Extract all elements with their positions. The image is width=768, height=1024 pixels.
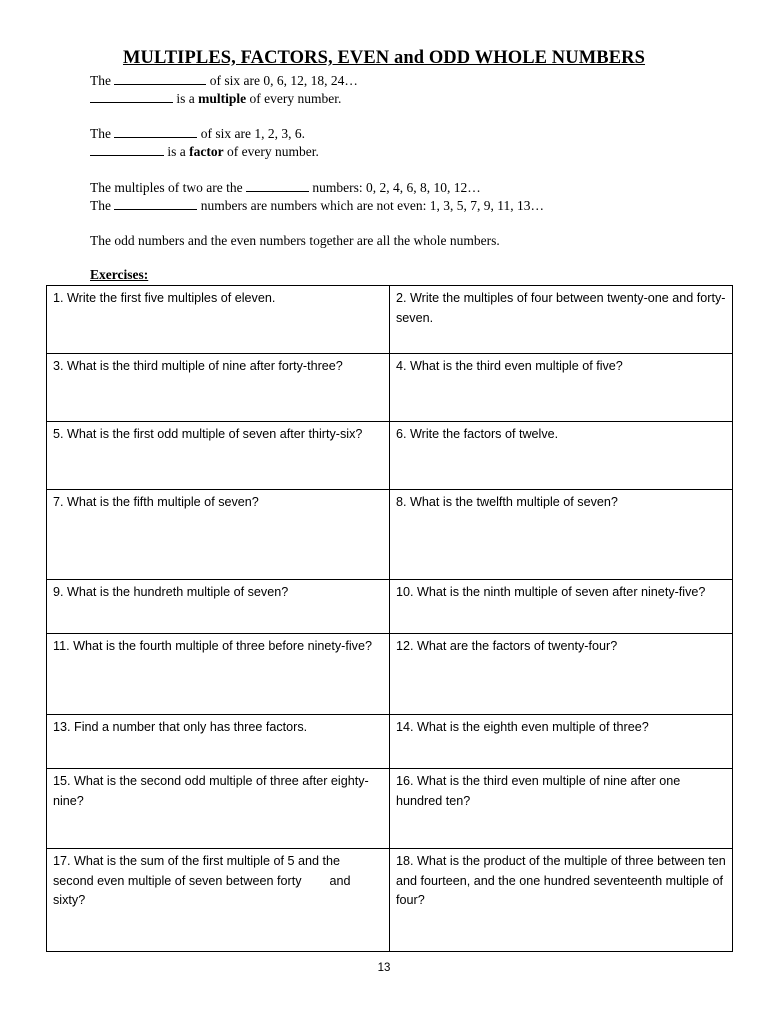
intro-text: of six are 1, 2, 3, 6.: [197, 126, 305, 141]
intro-line-4: [90, 142, 319, 161]
intro-line-7: The odd numbers and the even numbers together are all the whole numbers.: [90, 233, 500, 248]
exercise-cell: 17. What is the sum of the first multiple of 5 and the second even multiple of seven between forty and sixty?: [47, 849, 390, 952]
intro-text: The: [90, 73, 115, 88]
intro-bold-term: multiple: [198, 91, 247, 106]
blank-line: [90, 142, 164, 156]
blank-line: [114, 196, 197, 210]
intro-line-2: [90, 89, 341, 108]
intro-text: is a: [164, 144, 190, 159]
table-row: [47, 634, 733, 715]
exercise-cell: 9. What is the hundreth multiple of seven?: [47, 580, 390, 634]
intro-text: The: [90, 126, 115, 141]
table-row: [47, 354, 733, 422]
exercise-cell: 8. What is the twelfth multiple of seven?: [390, 490, 733, 580]
table-row: [47, 715, 733, 769]
table-row: [47, 422, 733, 490]
exercise-cell: 14. What is the eighth even multiple of three?: [390, 715, 733, 769]
exercise-cell: 6. Write the factors of twelve.: [390, 422, 733, 490]
exercise-cell: 16. What is the third even multiple of nine after one hundred ten?: [390, 769, 733, 849]
exercise-cell: 18. What is the product of the multiple of three between ten and fourteen, and the one hundred seventeenth multiple of four?: [390, 849, 733, 952]
exercise-cell: 10. What is the ninth multiple of seven after ninety-five?: [390, 580, 733, 634]
table-row: [47, 580, 733, 634]
table-row: [47, 286, 733, 354]
exercise-cell: 5. What is the first odd multiple of seven after thirty-six?: [47, 422, 390, 490]
intro-text: of six are 0, 6, 12, 18, 24…: [206, 73, 358, 88]
page-title: MULTIPLES, FACTORS, EVEN and ODD WHOLE NUMBERS: [122, 48, 646, 68]
table-row: [47, 849, 733, 952]
exercise-cell: 4. What is the third even multiple of five?: [390, 354, 733, 422]
exercises-table: [46, 285, 733, 952]
intro-text: is a: [173, 91, 199, 106]
intro-text: of every number.: [246, 91, 342, 106]
page-number: 13: [377, 962, 391, 974]
intro-line-5: [90, 178, 481, 197]
intro-text: numbers are numbers which are not even: 1, 3, 5, 7, 9, 11, 13…: [197, 198, 545, 213]
exercise-cell: 15. What is the second odd multiple of three after eighty-nine?: [47, 769, 390, 849]
exercise-cell: 3. What is the third multiple of nine after forty-three?: [47, 354, 390, 422]
table-row: [47, 769, 733, 849]
blank-line: [90, 89, 173, 103]
blank-line: [114, 124, 197, 138]
exercises-heading: Exercises:: [90, 267, 149, 282]
intro-bold-term: factor: [189, 144, 224, 159]
blank-line: [246, 178, 309, 192]
intro-text: The multiples of two are the: [90, 180, 246, 195]
intro-text: The: [90, 198, 115, 213]
exercise-cell: 7. What is the fifth multiple of seven?: [47, 490, 390, 580]
exercise-cell: 11. What is the fourth multiple of three before ninety-five?: [47, 634, 390, 715]
exercise-cell: 1. Write the first five multiples of eleven.: [47, 286, 390, 354]
exercise-cell: 13. Find a number that only has three factors.: [47, 715, 390, 769]
table-row: [47, 490, 733, 580]
intro-line-1: [90, 71, 358, 90]
intro-line-6: [90, 196, 544, 215]
exercise-cell: 12. What are the factors of twenty-four?: [390, 634, 733, 715]
intro-line-3: [90, 124, 305, 143]
intro-text: numbers: 0, 2, 4, 6, 8, 10, 12…: [308, 180, 481, 195]
blank-line: [114, 71, 206, 85]
exercise-cell: 2. Write the multiples of four between twenty-one and forty-seven.: [390, 286, 733, 354]
intro-text: of every number.: [223, 144, 319, 159]
